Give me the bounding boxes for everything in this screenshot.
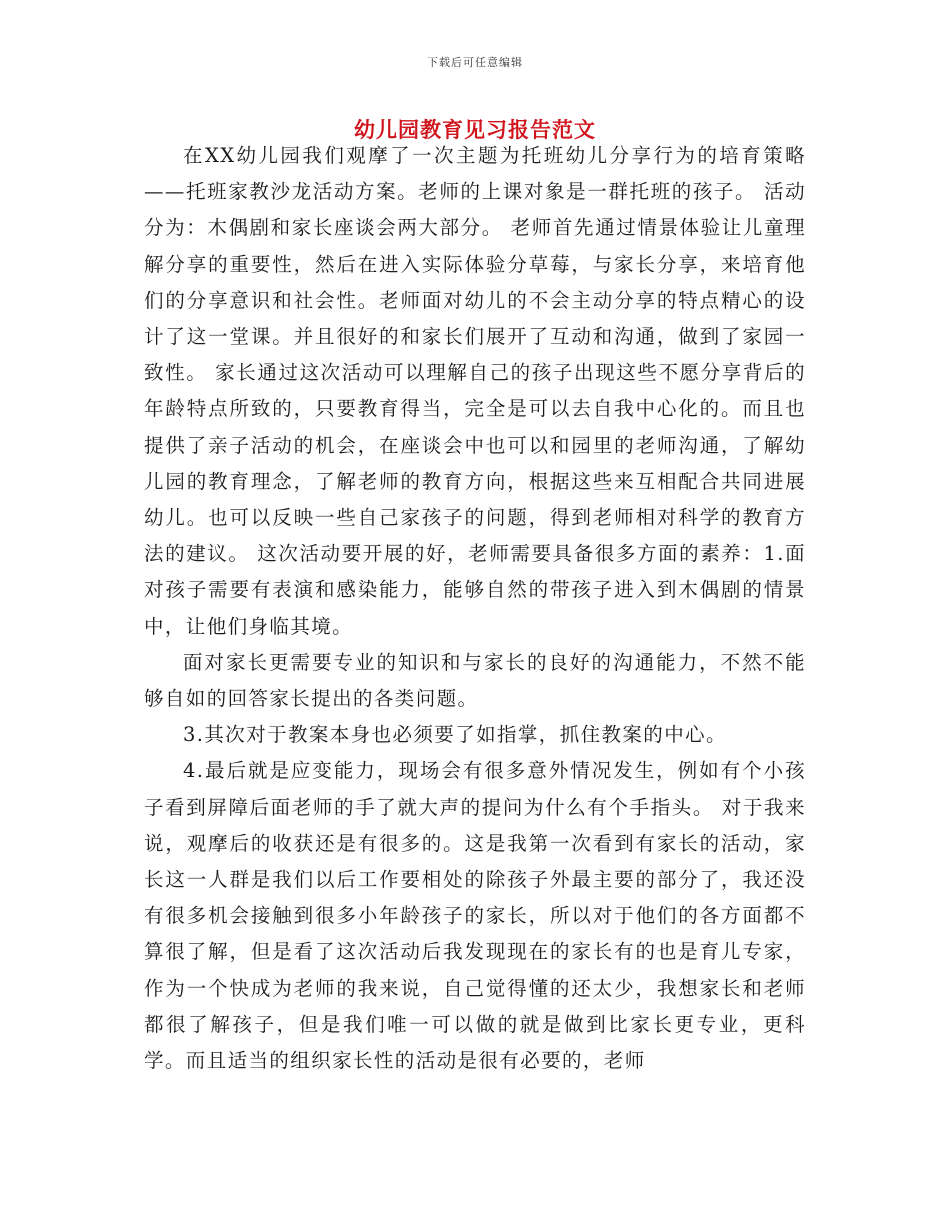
paragraph: 3.其次对于教案本身也必须要了如指掌，抓住教案的中心。: [183, 723, 727, 747]
paragraph: 4.最后就是应变能力，现场会有很多意外情况发生，例如有个小孩子看到屏障后面老师的手了就大声的提问为什么有个手指头。 对于我来说，观摩后的收获还是有很多的。这是我第一次看到有家长的活动，家长这一人群是我们以后工作要相处的除孩子外最主要的部分了，我还没有很多机会接触到很多小年龄孩子的家长，所以对于他们的各方面都不算很了解，但是看了这次活动后我发现现在的家长有的也是育儿专家，作为一个快成为老师的我来说，自己觉得懂的还太少，我想家长和老师都很了解孩子，但是我们唯一可以做的就是做到比家长更专业，更科学。而且适当的组织家长性的活动是很有必要的，老师: [144, 759, 806, 1073]
document-body: [144, 138, 806, 1079]
document-title: 幼儿园教育见习报告范文: [354, 117, 596, 142]
paragraph: 在XX幼儿园我们观摩了一次主题为托班幼儿分享行为的培育策略——托班家教沙龙活动方案。老师的上课对象是一群托班的孩子。 活动分为：木偶剧和家长座谈会两大部分。 老师首先通过情景体验让儿童理解分享的重要性，然后在进入实际体验分草莓，与家长分享，来培育他们的分享意识和社会性。老师面对幼儿的不会主动分享的特点精心的设计了这一堂课。并且很好的和家长们展开了互动和沟通，做到了家园一致性。 家长通过这次活动可以理解自己的孩子出现这些不愿分享背后的年龄特点所致的，只要教育得当，完全是可以去自我中心化的。而且也提供了亲子活动的机会，在座谈会中也可以和园里的老师沟通，了解幼儿园的教育理念，了解老师的教育方向，根据这些来互相配合共同进展幼儿。也可以反映一些自己家孩子的问题，得到老师相对科学的教育方法的建议。 这次活动要开展的好，老师需要具备很多方面的素养：1.面对孩子需要有表演和感染能力，能够自然的带孩子进入到木偶剧的情景中，让他们身临其境。: [144, 144, 806, 638]
header-note: 下载后可任意编辑: [427, 56, 523, 69]
paragraph: 面对家长更需要专业的知识和与家长的良好的沟通能力，不然不能够自如的回答家长提出的各类问题。: [144, 650, 806, 711]
